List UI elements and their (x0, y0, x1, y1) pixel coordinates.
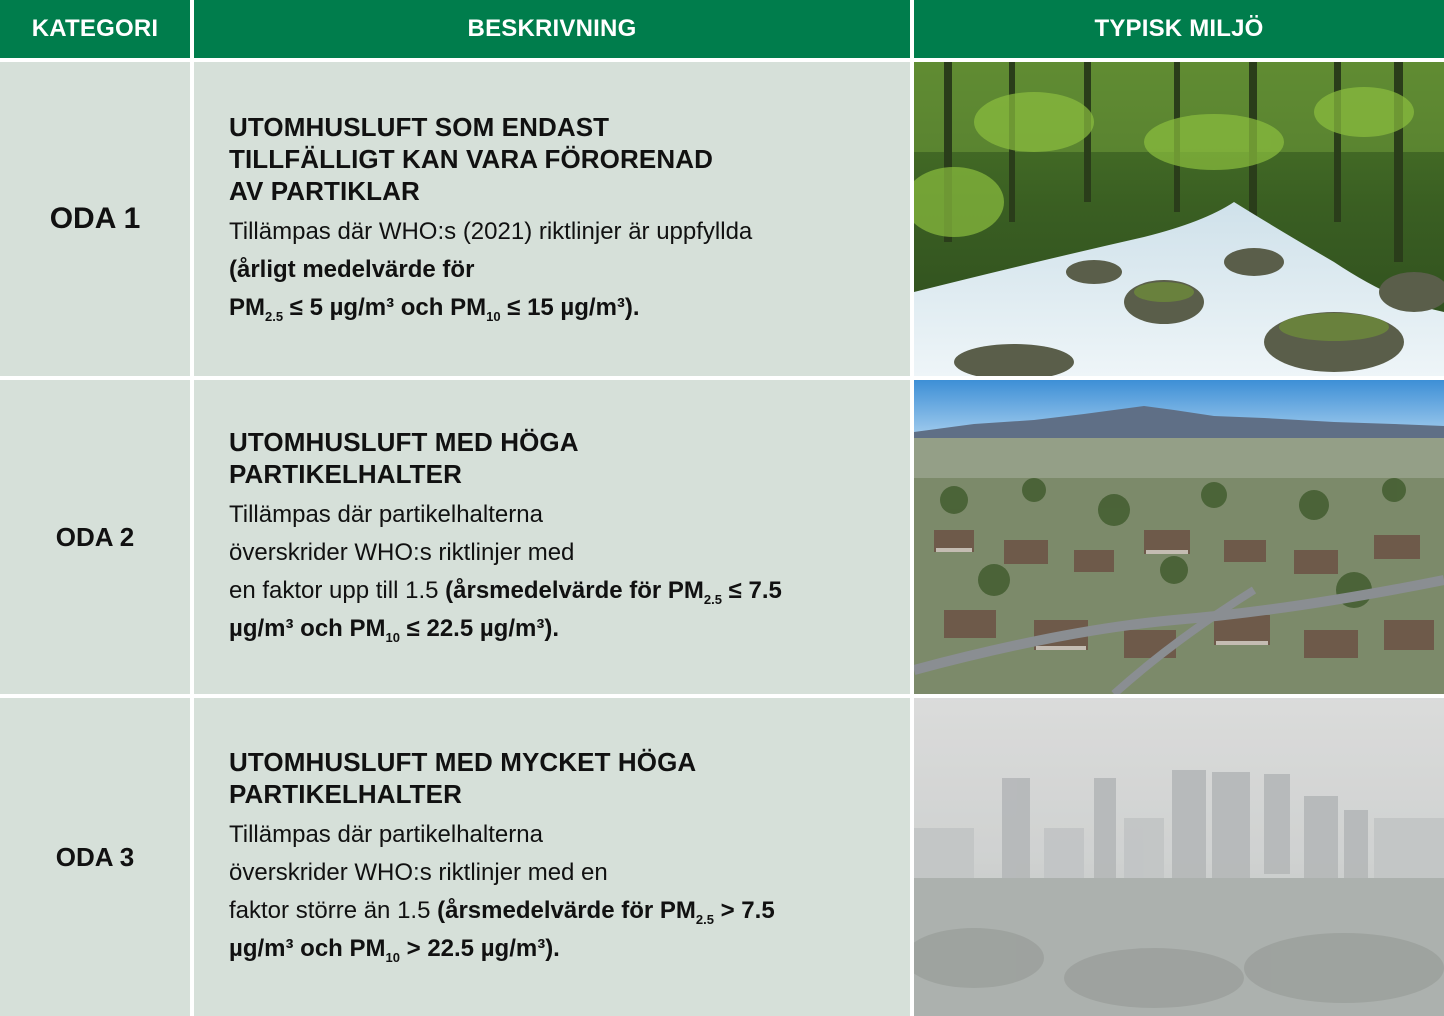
row-3-description (194, 698, 910, 1016)
pm-subscript: 10 (385, 950, 400, 965)
row-1-pm-values (229, 294, 640, 324)
header-category: KATEGORI (0, 0, 190, 58)
row-2-text-line: Tillämpas där partikelhalterna (229, 501, 543, 528)
row-2-pm-values (445, 577, 782, 607)
pm-value: > 7.5 (713, 897, 775, 924)
row-3-pm-values (437, 897, 775, 927)
row-2-text (229, 496, 870, 648)
pm-subscript: 10 (486, 309, 501, 324)
row-1-description (194, 62, 910, 376)
pm-label: (årsmedelvärde för PM (445, 577, 704, 604)
row-3-pm-values-2 (229, 935, 560, 965)
pm-value: > 22.5 µg/m³). (399, 935, 560, 962)
row-3-title-line: PARTIKELHALTER (229, 779, 462, 809)
pm-value: ≤ 22.5 µg/m³). (399, 615, 560, 642)
row-1-text-normal: Tillämpas där WHO:s (2021) riktlinjer är uppfyllda (229, 218, 753, 245)
pm-label: µg/m³ och PM (229, 935, 386, 962)
pm-label: PM (229, 294, 265, 321)
row-2-title-line: PARTIKELHALTER (229, 459, 462, 489)
pm-value: ≤ 7.5 (721, 577, 782, 604)
row-3-title (229, 746, 870, 810)
pm-subscript: 10 (385, 630, 400, 645)
row-1-category: ODA 1 (0, 62, 190, 376)
row-2-category: ODA 2 (0, 380, 190, 694)
pm-subscript: 2.5 (695, 912, 714, 927)
row-1-text (229, 213, 870, 327)
row-2-text-line: en faktor upp till 1.5 (229, 577, 446, 604)
row-2-text-line: överskrider WHO:s riktlinjer med (229, 539, 575, 566)
pm-subscript: 2.5 (265, 309, 284, 324)
row-1-title-line: UTOMHUSLUFT SOM ENDAST (229, 112, 610, 142)
pm-subscript: 2.5 (703, 592, 722, 607)
row-3-category: ODA 3 (0, 698, 190, 1016)
row-1-text-bold: (årligt medelvärde för (229, 256, 475, 283)
row-3-text-line: faktor större än 1.5 (229, 897, 438, 924)
row-3-text-line: Tillämpas där partikelhalterna (229, 821, 543, 848)
pm-label: (årsmedelvärde för PM (437, 897, 696, 924)
row-2-title-line: UTOMHUSLUFT MED HÖGA (229, 427, 579, 457)
suburb-aerial-image (914, 380, 1444, 694)
forest-stream-image (914, 62, 1444, 376)
row-2-title (229, 426, 870, 490)
pm-label: µg/m³ och PM (229, 615, 386, 642)
row-2-pm-values-2 (229, 615, 560, 645)
row-3-text-line: överskrider WHO:s riktlinjer med en (229, 859, 608, 886)
pm-value: ≤ 15 µg/m³). (500, 294, 640, 321)
row-3-text (229, 816, 870, 968)
header-environment: TYPISK MILJÖ (914, 0, 1444, 58)
smoggy-city-image (914, 698, 1444, 1016)
header-description: BESKRIVNING (194, 0, 910, 58)
row-1-title (229, 111, 870, 207)
row-1-title-line: AV PARTIKLAR (229, 176, 420, 206)
row-1-title-line: TILLFÄLLIGT KAN VARA FÖRORENAD (229, 144, 713, 174)
row-3-title-line: UTOMHUSLUFT MED MYCKET HÖGA (229, 747, 697, 777)
row-2-description (194, 380, 910, 694)
pm-value: ≤ 5 µg/m³ och PM (283, 294, 487, 321)
